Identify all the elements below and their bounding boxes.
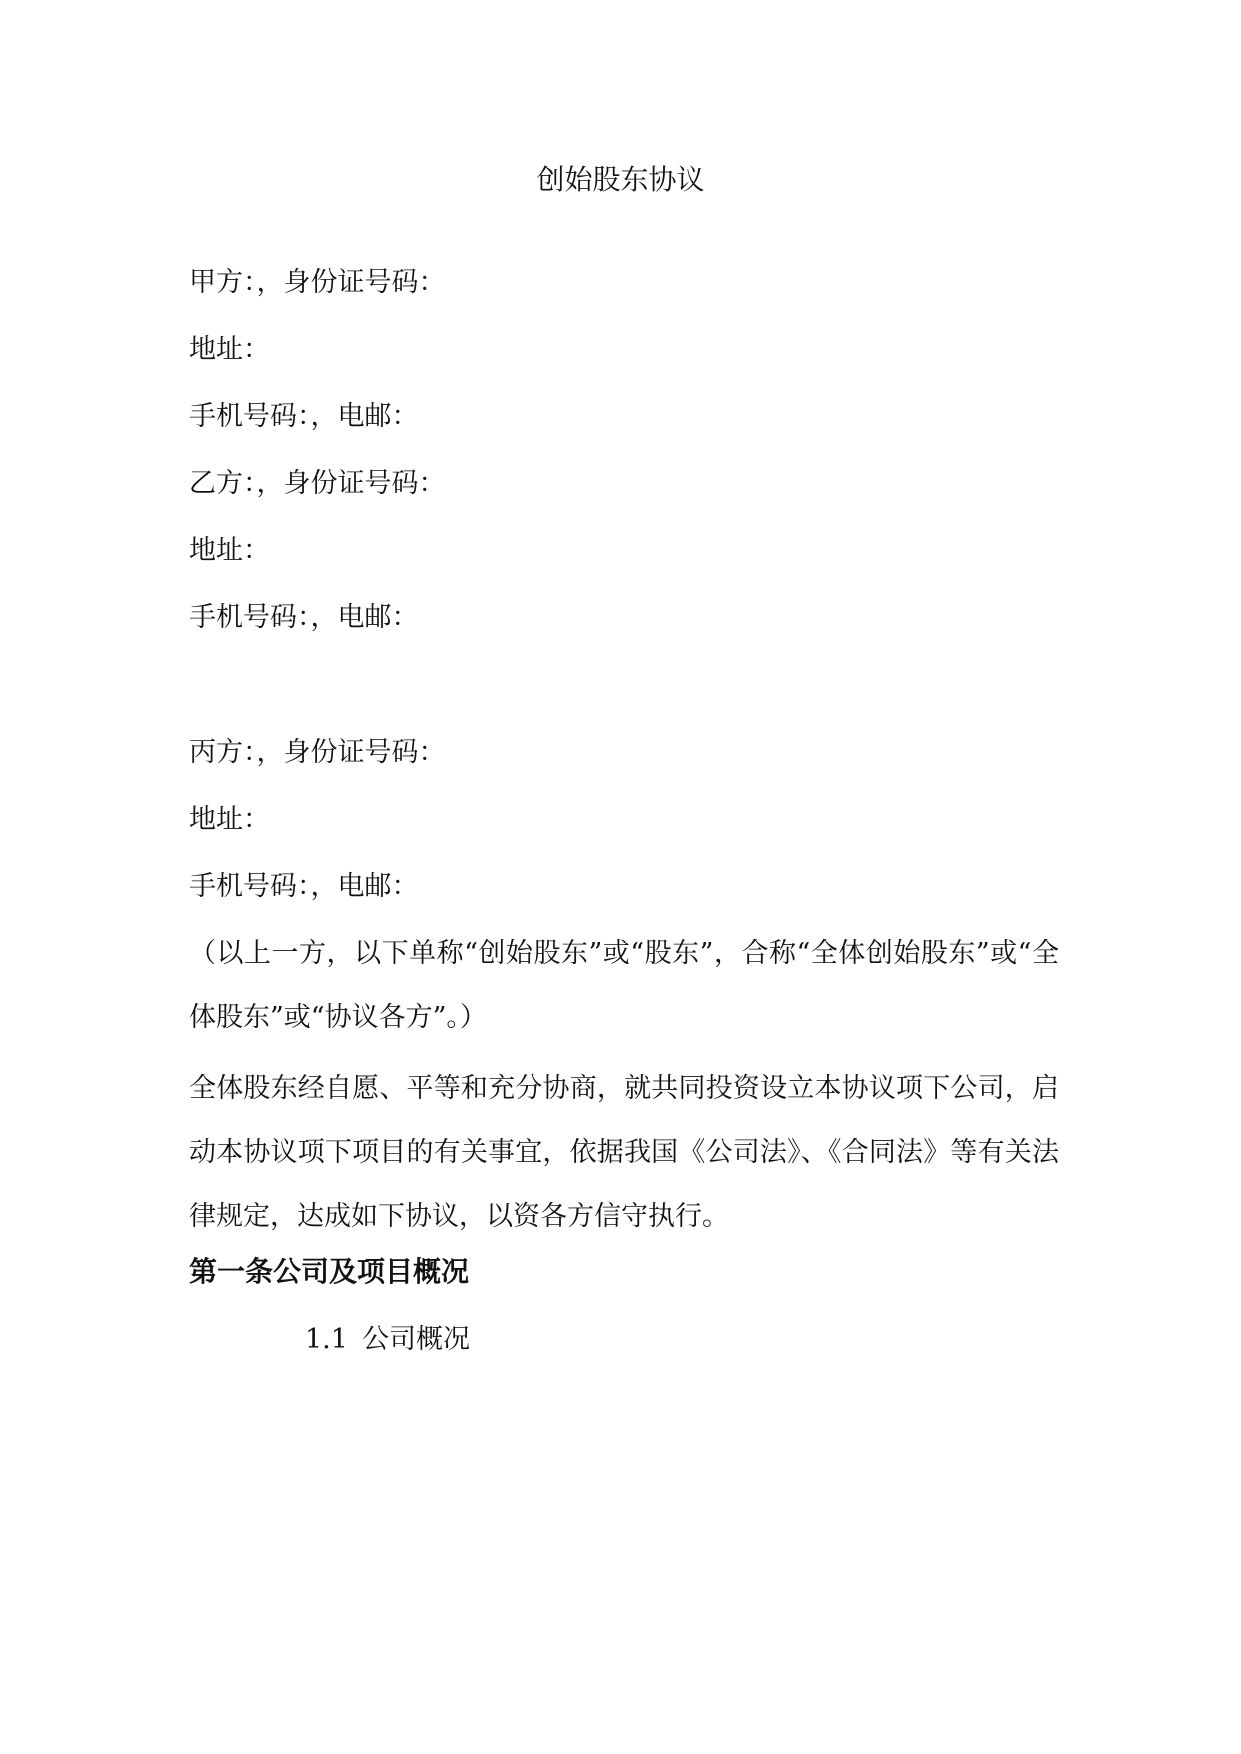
section-1-heading: 第一条公司及项目概况: [189, 1255, 470, 1288]
party-b-contact-line: 手机号码：，电邮：: [189, 602, 419, 633]
party-c-id-line: 丙方：，身份证号码：: [189, 737, 446, 768]
party-a-id-line: 甲方：，身份证号码：: [189, 267, 446, 298]
party-a-address-line: 地址：: [189, 334, 270, 365]
subsection-1-1: [305, 1320, 470, 1360]
preamble-paragraph: 全体股东经自愿、平等和充分协商，就共同投资设立本协议项下公司，启动本协议项下项目的有关事宜，依据我国《公司法》、《合同法》等有关法律规定，达成如下协议，以资各方信守执行。: [189, 1073, 1059, 1232]
party-c-address-line: 地址：: [189, 804, 270, 835]
subsection-number: 1.1: [305, 1324, 348, 1355]
subsection-title: 公司概况: [361, 1324, 470, 1355]
party-b-id-line: 乙方：，身份证号码：: [189, 468, 446, 499]
party-b-address-line: 地址：: [189, 535, 270, 566]
party-c-contact-line: 手机号码：，电邮：: [189, 871, 419, 902]
party-a-contact-line: 手机号码：，电邮：: [189, 401, 419, 432]
document-title: 创始股东协议: [536, 163, 705, 196]
definition-note: （以上一方，以下单称“创始股东”或“股东”，合称“全体创始股东”或“全体股东”或“协议各方”。）: [189, 938, 1059, 1033]
